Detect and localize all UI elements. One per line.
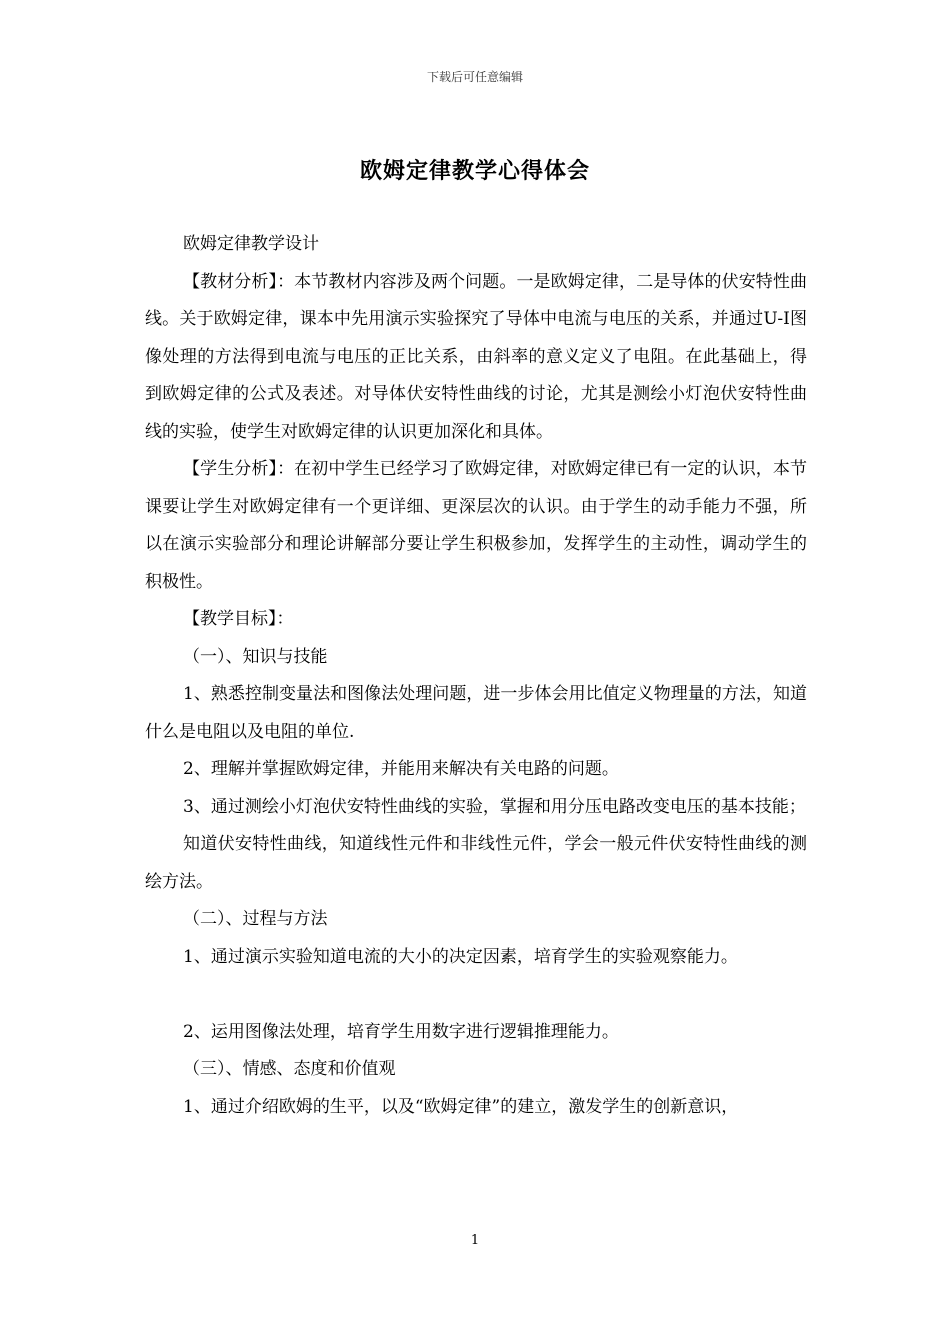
list-item-2: 2、理解并掌握欧姆定律，并能用来解决有关电路的问题。	[183, 759, 619, 779]
list-item-emotion-1: 1、通过介绍欧姆的生平，以及“欧姆定律”的建立，激发学生的创新意识，	[183, 1096, 739, 1117]
paragraph-student-analysis: 【学生分析】：在初中学生已经学习了欧姆定律，对欧姆定律已有一定的认识，本节课要让学生对欧姆定律有一个更详细、更深层次的认识。由于学生的动手能力不强，所以在演示实验部分和理论讲解部分要让学生积极参加，发挥学生的主动性，调动学生的积极性。	[145, 459, 807, 592]
document-body	[145, 226, 807, 1126]
page-number: 1	[470, 1233, 480, 1248]
paragraph-iv-curve: 知道伏安特性曲线，知道线性元件和非线性元件，学会一般元件伏安特性曲线的测绘方法。	[145, 834, 807, 892]
list-item-process-2: 2、运用图像法处理，培育学生用数字进行逻辑推理能力。	[183, 1021, 619, 1042]
list-item-process-1: 1、通过演示实验知道电流的大小的决定因素，培育学生的实验观察能力。	[183, 946, 738, 967]
list-item-3: 3、通过测绘小灯泡伏安特性曲线的实验，掌握和用分压电路改变电压的基本技能；	[183, 796, 806, 817]
list-item-1: 1、熟悉控制变量法和图像法处理问题，进一步体会用比值定义物理量的方法，知道什么是电阻以及电阻的单位.	[145, 684, 807, 742]
paragraph-design-heading: 欧姆定律教学设计	[183, 234, 319, 254]
section-process-methods: （二）、过程与方法	[183, 909, 328, 929]
section-emotion-values: （三）、情感、态度和价值观	[183, 1059, 396, 1079]
paragraph-teaching-goals: 【教学目标】：	[183, 609, 294, 629]
document-title: 欧姆定律教学心得体会	[359, 158, 590, 184]
section-knowledge-skills: （一）、知识与技能	[183, 646, 328, 667]
blank-line	[145, 976, 807, 1014]
page-header-note: 下载后可任意编辑	[426, 70, 523, 84]
paragraph-material-analysis: 【教材分析】：本节教材内容涉及两个问题。一是欧姆定律，二是导体的伏安特性曲线。关于欧姆定律，课本中先用演示实验探究了导体中电流与电压的关系，并通过U-I图像处理的方法得到电流与电压的正比关系，由斜率的意义定义了电阻。在此基础上，得到欧姆定律的公式及表述。对导体伏安特性曲线的讨论，尤其是测绘小灯泡伏安特性曲线的实验，使学生对欧姆定律的认识更加深化和具体。	[145, 271, 807, 442]
